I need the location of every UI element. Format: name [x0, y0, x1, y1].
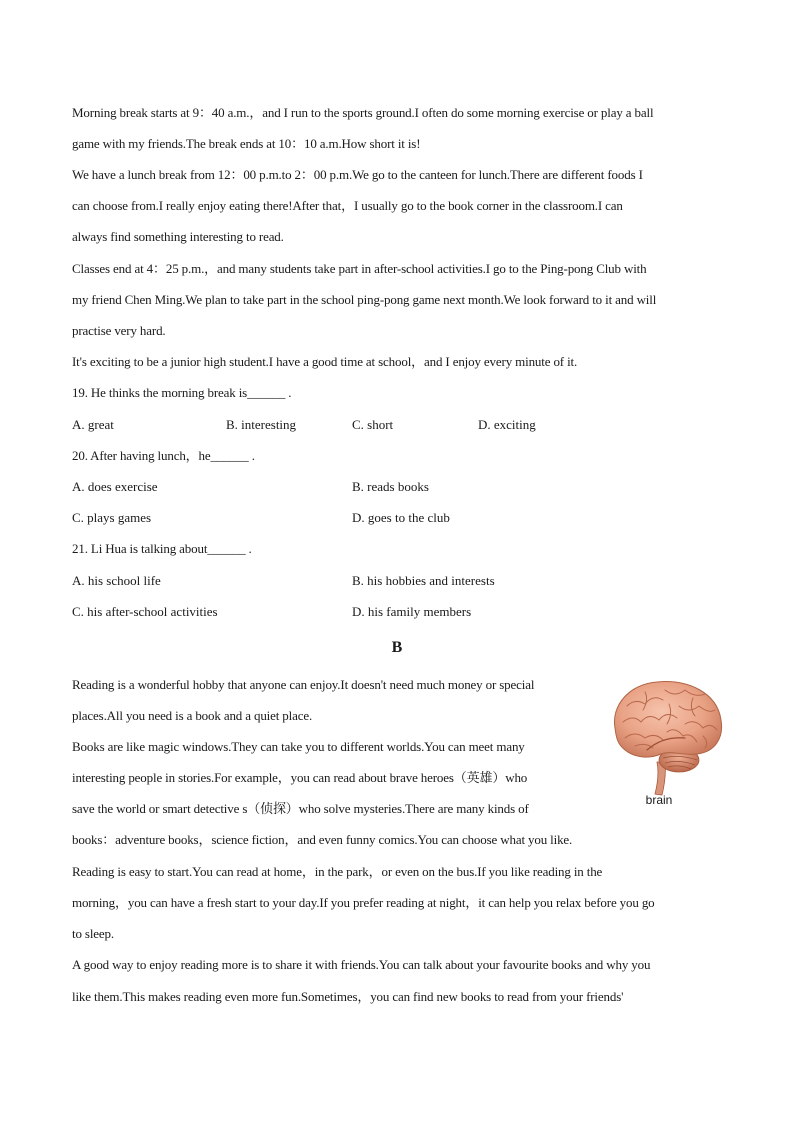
option-b: B. his hobbies and interests: [352, 573, 495, 588]
passage-b-line: morning，you can have a fresh start to your day.If you prefer reading at night，it can help you relax before you go: [72, 895, 655, 910]
passage-a-line: Morning break starts at 9：40 a.m.，and I run to the sports ground.I often do some morning exercise or play a ball: [72, 105, 654, 120]
option-a: A. does exercise: [72, 479, 158, 494]
passage-b-line: interesting people in stories.For example，you can read about brave heroes（英雄）who: [72, 770, 528, 785]
option-c: C. his after-school activities: [72, 604, 218, 619]
passage-a-line: my friend Chen Ming.We plan to take part in the school ping-pong game next month.We look forward to it and will: [72, 292, 657, 307]
passage-a-line: Classes end at 4：25 p.m.，and many students take part in after-school activities.I go to the Ping-pong Club with: [72, 261, 647, 276]
passage-a-line: game with my friends.The break ends at 10：10 a.m.How short it is!: [72, 136, 421, 151]
section-b-heading: B: [391, 639, 403, 656]
passage-b-line: Reading is easy to start.You can read at home，in the park，or even on the bus.If you like reading in the: [72, 864, 603, 879]
passage-a-line: always find something interesting to read.: [72, 229, 284, 244]
option-c: C. plays games: [72, 510, 152, 525]
option-a: A. great: [72, 417, 114, 432]
passage-b-line: save the world or smart detective s（侦探）who solve mysteries.There are many kinds of: [72, 801, 529, 816]
passage-b-line: Reading is a wonderful hobby that anyone can enjoy.It doesn't need much money or special: [72, 677, 535, 692]
passage-b-line: to sleep.: [72, 926, 114, 941]
passage-a-line: It's exciting to be a junior high student.I have a good time at school，and I enjoy every minute of it.: [72, 354, 578, 369]
question-stem: 21. Li Hua is talking about______ .: [72, 541, 252, 556]
passage-a-line: can choose from.I really enjoy eating there!After that，I usually go to the book corner in the classroom.I can: [72, 198, 623, 213]
passage-b-line: A good way to enjoy reading more is to share it with friends.You can talk about your favourite books and why you: [72, 957, 651, 972]
question-stem: 20. After having lunch，he______ .: [72, 448, 255, 463]
passage-b-line: places.All you need is a book and a quiet place.: [72, 708, 313, 723]
option-d: D. goes to the club: [352, 510, 450, 525]
passage-a-line: practise very hard.: [72, 323, 166, 338]
question-stem: 19. He thinks the morning break is______ .: [72, 385, 292, 400]
figure-caption: brain: [645, 793, 673, 807]
option-c: C. short: [352, 417, 394, 432]
option-d: D. exciting: [478, 417, 536, 432]
passage-b-line: books：adventure books，science fiction，and even funny comics.You can choose what you like.: [72, 832, 573, 847]
option-d: D. his family members: [352, 604, 472, 619]
option-b: B. interesting: [226, 417, 297, 432]
option-a: A. his school life: [72, 573, 161, 588]
option-b: B. reads books: [352, 479, 429, 494]
passage-a-line: We have a lunch break from 12：00 p.m.to 2：00 p.m.We go to the canteen for lunch.There are different foods I: [72, 167, 643, 182]
passage-b-line: like them.This makes reading even more fun.Sometimes，you can find new books to read from your friends': [72, 989, 624, 1004]
brain-illustration: [605, 676, 729, 806]
passage-b-line: Books are like magic windows.They can take you to different worlds.You can meet many: [72, 739, 525, 754]
